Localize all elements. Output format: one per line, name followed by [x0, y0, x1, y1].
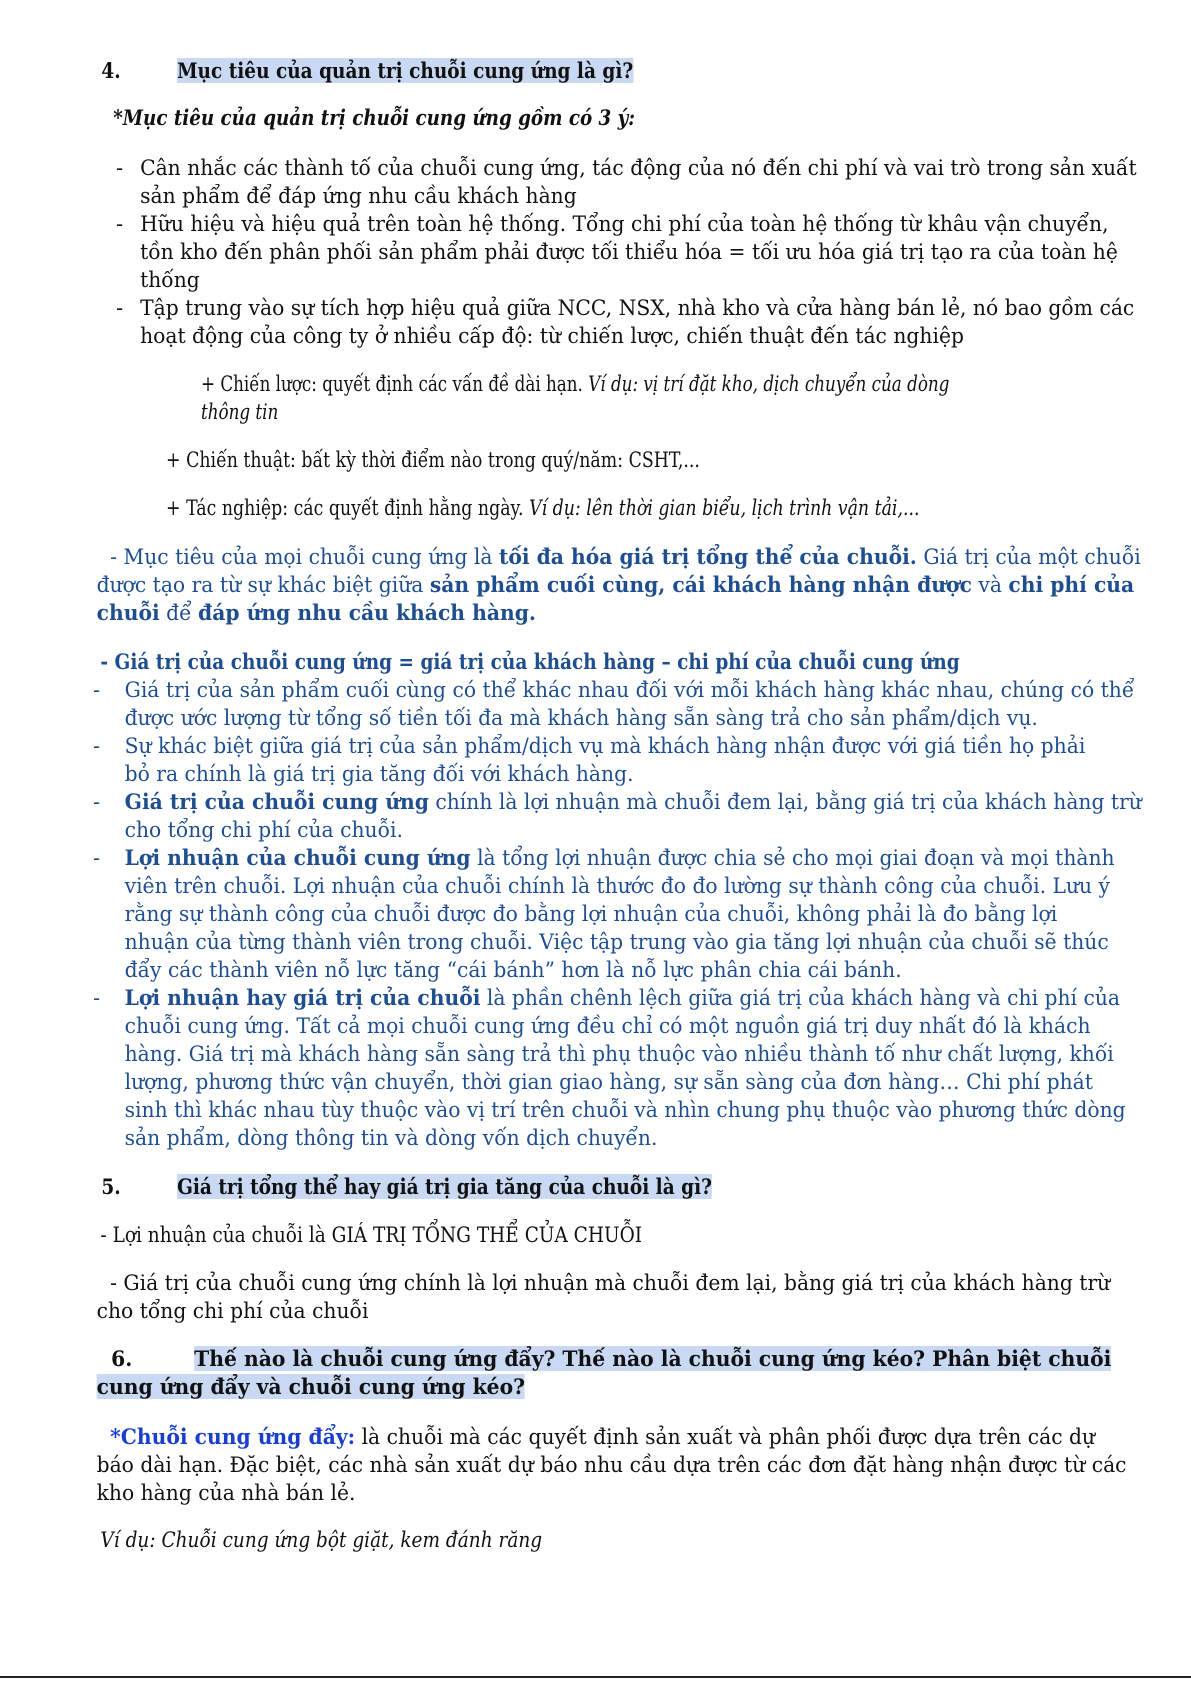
q5-heading-line — [0, 1173, 1151, 1201]
q5-heading: Giá trị tổng thể hay giá trị gia tăng của chuỗi là gì? — [177, 1174, 712, 1199]
value-bullet-2-l2: bỏ ra chính là giá trị gia tăng đối với khách hàng. — [124, 762, 634, 786]
value-bullet-4-l5: đẩy các thành viên nỗ lực tăng “cái bánh” hơn là nỗ lực phân chia cái bánh. — [124, 958, 902, 982]
bullet-dash: - — [93, 678, 101, 702]
goal-l1-b: tối đa hóa giá trị tổng thể của chuỗi. — [498, 544, 917, 569]
value-bullet-4-bold: Lợi nhuận của chuỗi cung ứng — [124, 845, 471, 870]
value-bullet-4 — [0, 844, 1191, 984]
q4-bullet-1 — [0, 154, 1191, 210]
value-bullet-3-bold: Giá trị của chuỗi cung ứng — [124, 789, 429, 814]
q5-p2-l2: cho tổng chi phí của chuỗi — [96, 1299, 369, 1323]
q4-bullet-2-l3: thống — [140, 268, 200, 292]
value-bullet-1 — [0, 676, 1191, 732]
q4-number: 4. — [101, 58, 121, 83]
q6-heading-l2: cung ứng đẩy và chuỗi cung ứng kéo? — [96, 1374, 525, 1399]
goal-l2-b: sản phẩm cuối cùng, cái khách hàng nhận được — [429, 572, 972, 597]
strategy-example: Ví dụ: vị trí đặt kho, dịch chuyển của dòng — [588, 372, 950, 396]
value-bullet-3-rest: chính là lợi nhuận mà chuỗi đem lại, bằng giá trị của khách hàng trừ — [428, 790, 1142, 814]
q4-bullet-3 — [0, 294, 1191, 350]
q4-bullet-1-l1: Cân nhắc các thành tố của chuỗi cung ứng, tác động của nó đến chi phí và vai trò trong sản xuất — [140, 156, 1137, 180]
operation-example: Ví dụ: lên thời gian biểu, lịch trình vận tải,... — [529, 496, 920, 520]
q6-push-definition — [0, 1423, 1191, 1507]
goal-l3-b: để — [159, 601, 199, 625]
q4-level-operation — [0, 494, 1150, 522]
goal-l2-a: được tạo ra từ sự khác biệt giữa — [96, 573, 430, 597]
value-bullet-5-l4: lượng, phương thức vận chuyển, thời gian giao hàng, sự sẵn sàng của đơn hàng… Chi phí phát — [124, 1070, 1093, 1094]
bullet-dash: - — [93, 986, 101, 1010]
q4-subheading: *Mục tiêu của quản trị chuỗi cung ứng gồm có 3 ý: — [113, 105, 635, 130]
q4-bullet-2-l1: Hữu hiệu và hiệu quả trên toàn hệ thống. Tổng chi phí của toàn hệ thống từ khâu vận chuyển, — [140, 212, 1109, 236]
goal-l2-c: và — [971, 573, 1009, 597]
bullet-dash: - — [116, 212, 124, 236]
q4-bullet-3-l1: Tập trung vào sự tích hợp hiệu quả giữa NCC, NSX, nhà kho và cửa hàng bán lẻ, nó bao gồm các — [140, 296, 1135, 320]
value-bullet-5-l3: hàng. Giá trị mà khách hàng sẵn sàng trả thì phụ thuộc vào nhiều thành tố như chất lượng, khối — [124, 1042, 1114, 1066]
q6-heading-l1: Thế nào là chuỗi cung ứng đẩy? Thế nào là chuỗi cung ứng kéo? Phân biệt chuỗi — [194, 1346, 1112, 1371]
strategy-text: + Chiến lược: quyết định các vấn đề dài hạn. — [201, 372, 583, 396]
value-bullet-5 — [0, 984, 1191, 1152]
q5-p1: - Lợi nhuận của chuỗi là GIÁ TRỊ TỔNG THỂ CỦA CHUỖI — [100, 1223, 643, 1247]
value-bullet-5-l2: chuỗi cung ứng. Tất cả mọi chuỗi cung ứng đều chỉ có một nguồn giá trị duy nhất đó là khách — [124, 1014, 1091, 1038]
bullet-dash: - — [93, 734, 101, 758]
value-bullet-2 — [0, 732, 1191, 788]
q4-goal-paragraph — [0, 543, 1191, 627]
q4-bullet-2 — [0, 210, 1191, 294]
value-bullet-1-l2: được ước lượng từ tổng số tiền tối đa mà khách hàng sẵn sàng trả cho sản phẩm/dịch vụ. — [124, 706, 1038, 730]
value-bullet-5-rest: là phần chênh lệch giữa giá trị của khách hàng và chi phí của — [480, 986, 1121, 1010]
q4-level-strategy — [0, 370, 1191, 426]
bullet-dash: - — [116, 156, 124, 180]
value-bullet-5-l5: sinh thì khác nhau tùy thuộc vào vị trí trên chuỗi và nhìn chung phụ thuộc vào phương thức dòng — [124, 1098, 1126, 1122]
q4-heading-line — [0, 57, 1151, 85]
value-bullet-5-l6: sản phẩm, dòng thông tin và dòng vốn dịch chuyển. — [124, 1126, 658, 1150]
q5-p2-l1: - Giá trị của chuỗi cung ứng chính là lợi nhuận mà chuỗi đem lại, bằng giá trị của khách hàng trừ — [110, 1271, 1111, 1295]
q5-number: 5. — [101, 1174, 121, 1199]
q6-heading — [0, 1345, 1191, 1401]
bullet-dash: - — [116, 296, 124, 320]
q4-bullet-2-l2: tồn kho đến phân phối sản phẩm phải được tối thiểu hóa = tối ưu hóa giá trị tạo ra của toàn hệ — [140, 240, 1118, 264]
value-bullet-3 — [0, 788, 1191, 844]
goal-l2-d: chi phí của — [1008, 572, 1135, 597]
goal-l3-a: chuỗi — [96, 600, 160, 625]
operation-text: + Tác nghiệp: các quyết định hằng ngày. — [166, 496, 524, 520]
q5-p2 — [0, 1269, 1191, 1325]
page-bottom-divider — [0, 1676, 1191, 1678]
push-l2: báo dài hạn. Đặc biệt, các nhà sản xuất dự báo nhu cầu dựa trên các đơn đặt hàng nhận được từ các — [96, 1453, 1127, 1477]
q4-heading: Mục tiêu của quản trị chuỗi cung ứng là gì? — [177, 58, 634, 83]
bullet-dash: - — [93, 790, 101, 814]
value-bullet-2-l1: Sự khác biệt giữa giá trị của sản phẩm/dịch vụ mà khách hàng nhận được với giá tiền họ phải — [124, 734, 1086, 758]
goal-l3-c: đáp ứng nhu cầu khách hàng. — [198, 600, 537, 625]
push-l3: kho hàng của nhà bán lẻ. — [96, 1481, 356, 1505]
push-label: *Chuỗi cung ứng đẩy: — [110, 1424, 356, 1449]
strategy-example-cont: thông tin — [201, 400, 279, 424]
goal-l1-a: - Mục tiêu của mọi chuỗi cung ứng là — [110, 545, 499, 569]
goal-l1-c: Giá trị của một chuỗi — [916, 545, 1141, 569]
q6-number: 6. — [111, 1346, 133, 1371]
push-l1: là chuỗi mà các quyết định sản xuất và phân phối được dựa trên các dự — [355, 1425, 1096, 1449]
value-bullet-5-bold: Lợi nhuận hay giá trị của chuỗi — [124, 985, 481, 1010]
value-bullet-4-l4: nhuận của từng thành viên trong chuỗi. Việc tập trung vào gia tăng lợi nhuận của chuỗi sẽ thúc — [124, 930, 1109, 954]
q6-example: Ví dụ: Chuỗi cung ứng bột giặt, kem đánh răng — [100, 1528, 543, 1552]
value-bullet-4-l2: viên trên chuỗi. Lợi nhuận của chuỗi chính là thước đo đo lường sự thành công của chuỗi. Lưu ý — [124, 874, 1111, 898]
value-bullet-1-l1: Giá trị của sản phẩm cuối cùng có thể khác nhau đối với mỗi khách hàng khác nhau, chúng có thể — [124, 678, 1135, 702]
value-bullet-4-l3: rằng sự thành công của chuỗi được đo bằng lợi nhuận của chuỗi, không phải là đo bằng lợi — [124, 902, 1058, 926]
bullet-dash: - — [93, 846, 101, 870]
value-formula: - Giá trị của chuỗi cung ứng = giá trị của khách hàng – chi phí của chuỗi cung ứng — [100, 649, 960, 674]
q4-level-tactic: + Chiến thuật: bất kỳ thời điểm nào trong quý/năm: CSHT,... — [166, 448, 700, 472]
q4-bullet-1-l2: sản phẩm để đáp ứng nhu cầu khách hàng — [140, 184, 577, 208]
q4-bullet-3-l2: hoạt động của công ty ở nhiều cấp độ: từ chiến lược, chiến thuật đến tác nghiệp — [140, 324, 964, 348]
value-bullet-3-l2: cho tổng chi phí của chuỗi. — [124, 818, 403, 842]
value-bullet-4-rest: là tổng lợi nhuận được chia sẻ cho mọi giai đoạn và mọi thành — [470, 846, 1115, 870]
